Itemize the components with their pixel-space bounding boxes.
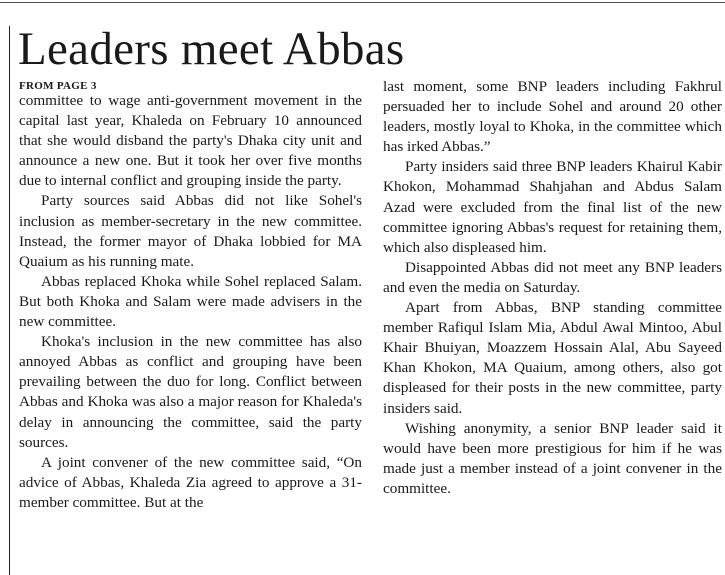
paragraph: Abbas replaced Khoka while Sohel replaced Salam. But both Khoka and Salam were made advisers in the new committee. [19, 272, 362, 331]
paragraph: Khoka's inclusion in the new committee has also annoyed Abbas as conflict and grouping have been prevailing between the duo for long. Conflict between Abbas and Khoka was also a major reason for Khaleda's delay in announcing the committee, said the party sources. [19, 333, 362, 451]
paragraph: Wishing anonymity, a senior BNP leader said it would have been more prestigious for him if he was made just a member instead of a joint convener in the committee. [383, 419, 722, 497]
article-column-left [19, 91, 362, 513]
paragraph: Disappointed Abbas did not meet any BNP leaders and even the media on Saturday. [383, 258, 722, 296]
article-headline: Leaders meet Abbas [18, 23, 405, 75]
paragraph: last moment, some BNP leaders including Fakhrul persuaded her to include Sohel and around 20 other leaders, mostly loyal to Khoka, in the committee which has irked Abbas.” [383, 78, 722, 156]
paragraph: Apart from Abbas, BNP standing committee member Rafiqul Islam Mia, Abdul Awal Mintoo, Abul Khair Bhuiyan, Moazzem Hossain Alal, Abu Sayeed Khan Khokon, MA Quaium, among others, also got displeased for their posts in the new committee, party insiders said. [383, 299, 722, 417]
top-rule [0, 2, 725, 3]
paragraph: A joint convener of the new committee said, “On advice of Abbas, Khaleda Zia agreed to approve a 31-member committee. But at the [19, 453, 362, 511]
paragraph: committee to wage anti-government movement in the capital last year, Khaleda on February 10 announced that she would disband the party's Dhaka city unit and announce a new one. But it took her over five months due to internal conflict and grouping inside the party. [19, 92, 362, 190]
article-column-right [383, 77, 722, 499]
paragraph: Party insiders said three BNP leaders Khairul Kabir Khokon, Mohammad Shahjahan and Abdus Salam Azad were excluded from the final list of the new committee ignoring Abbas's request for retaining them, which also displeased him. [383, 158, 722, 256]
paragraph: Party sources said Abbas did not like Sohel's inclusion as member-secretary in the new committee. Instead, the former mayor of Dhaka lobbied for MA Quaium as his running mate. [19, 192, 362, 270]
continued-from-label: FROM PAGE 3 [19, 80, 97, 92]
column-rule [9, 26, 10, 575]
